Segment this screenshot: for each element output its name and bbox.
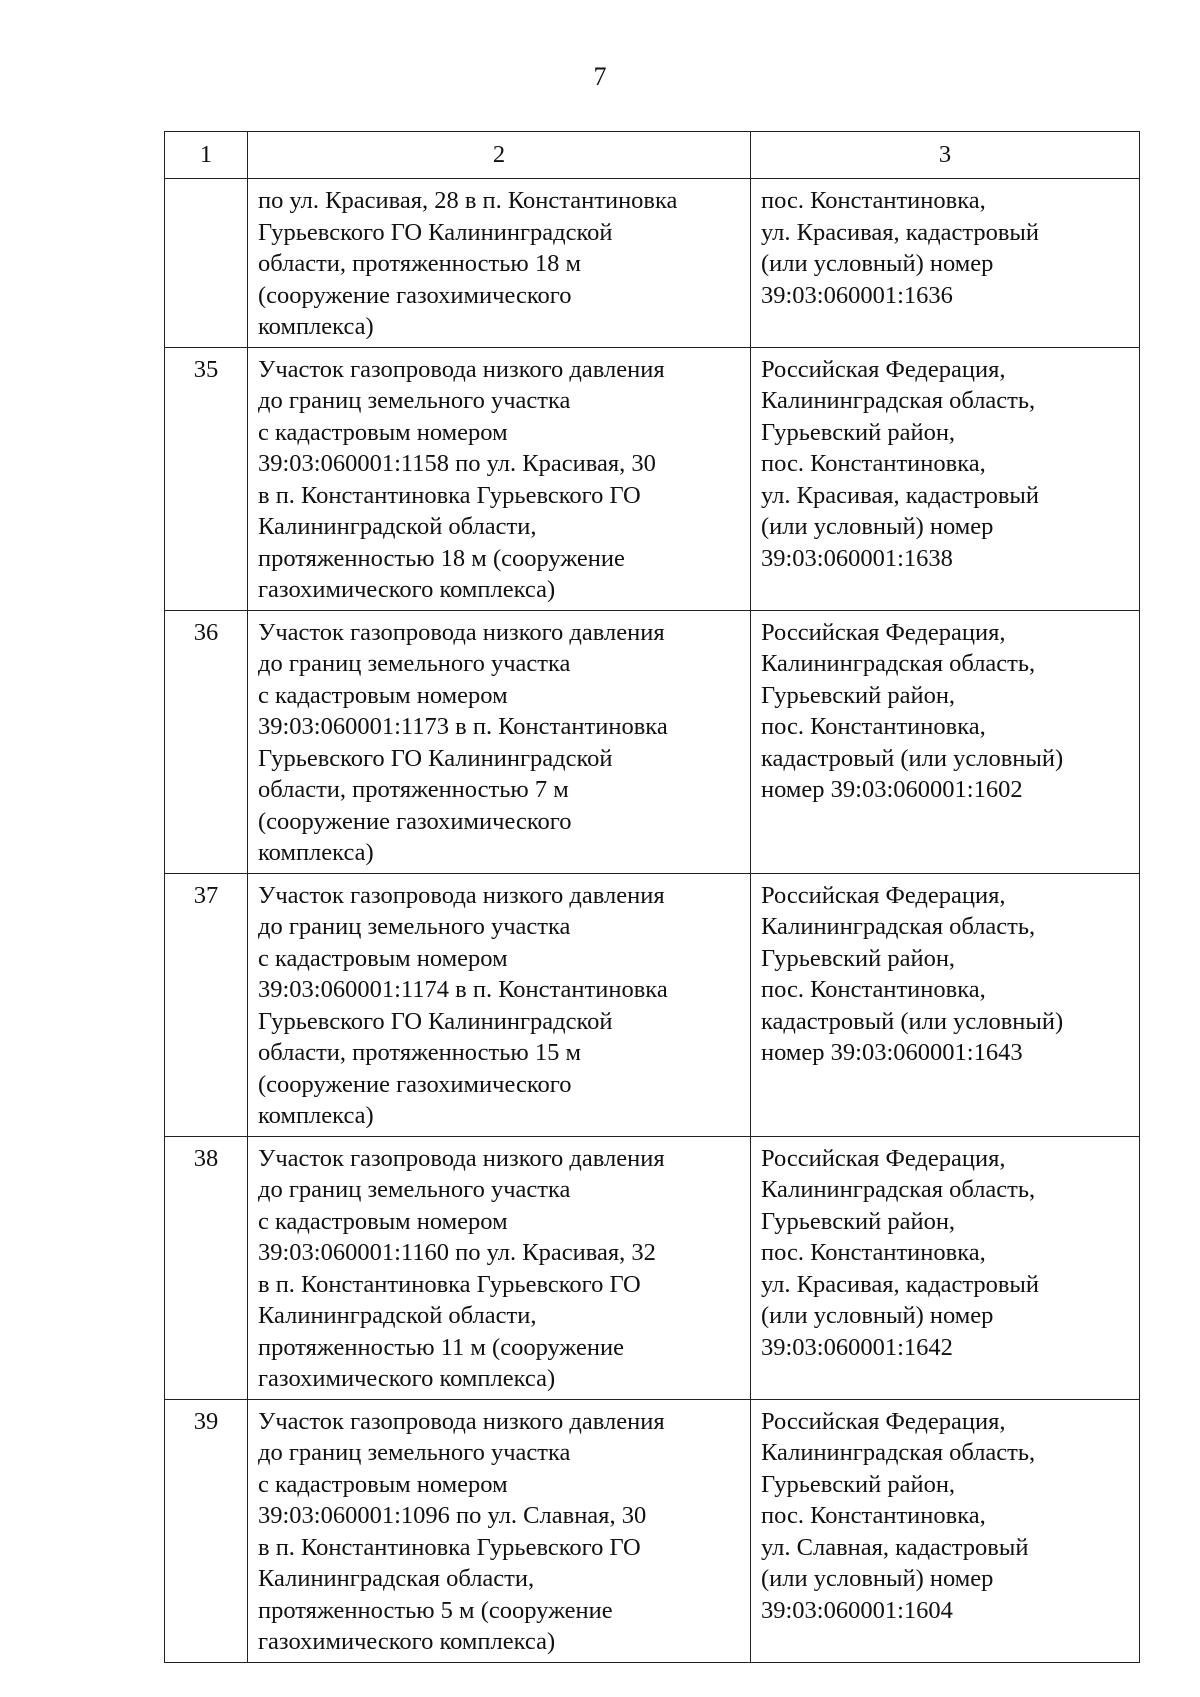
text-line: (сооружение газохимического — [258, 1070, 572, 1098]
text-line: Гурьевский район, — [761, 418, 956, 446]
text-line: области, протяженностью 18 м — [258, 250, 581, 277]
column-header-3: 3 — [751, 132, 1140, 179]
text-line: до границ земельного участка — [258, 1439, 571, 1466]
text-line: Калининградская область, — [761, 1439, 1036, 1466]
column-header-2: 2 — [248, 132, 751, 179]
object-description — [248, 179, 751, 348]
text-line: с кадастровым номером — [258, 681, 508, 709]
text-line: комплекса) — [258, 1102, 374, 1129]
text-line: с кадастровым номером — [258, 1470, 508, 1498]
text-line: протяженностью 11 м (сооружение — [258, 1333, 624, 1361]
object-description — [248, 873, 751, 1136]
text-line: Российская Федерация, — [761, 1144, 1006, 1172]
text-line: 39:03:060001:1158 по ул. Красивая, 30 — [258, 450, 656, 477]
text-line: газохимического комплекса) — [258, 576, 556, 603]
text-line: протяженностью 18 м (сооружение — [258, 544, 625, 572]
text-line: Калининградской области, — [258, 1302, 537, 1329]
text-line: в п. Константиновка Гурьевского ГО — [258, 1270, 641, 1298]
table-row — [165, 1136, 1140, 1399]
text-line: номер 39:03:060001:1602 — [761, 776, 1023, 803]
text-line: Гурьевского ГО Калининградской — [258, 744, 613, 772]
text-line: области, протяженностью 15 м — [258, 1039, 581, 1066]
text-line: (или условный) номер — [761, 1302, 994, 1329]
row-number: 37 — [165, 873, 248, 1136]
text-line: Участок газопровода низкого давления — [258, 1407, 665, 1435]
page-number: 7 — [593, 62, 607, 91]
text-line: пос. Константиновка, — [761, 1502, 986, 1529]
text-line: (сооружение газохимического — [258, 281, 572, 309]
object-description — [248, 1136, 751, 1399]
text-line: 39:03:060001:1604 — [761, 1596, 953, 1624]
text-line: пос. Константиновка, — [761, 450, 986, 477]
text-line: газохимического комплекса) — [258, 1365, 556, 1392]
text-line: пос. Константиновка, — [761, 713, 986, 740]
row-number: 39 — [165, 1399, 248, 1662]
text-line: Гурьевский район, — [761, 944, 956, 972]
text-line: Гурьевский район, — [761, 681, 956, 709]
text-line: с кадастровым номером — [258, 418, 508, 446]
text-line: кадастровый (или условный) — [761, 744, 1064, 772]
text-line: 39:03:060001:1642 — [761, 1333, 953, 1361]
text-line: номер 39:03:060001:1643 — [761, 1039, 1023, 1066]
text-line: области, протяженностью 7 м — [258, 776, 569, 803]
text-line: до границ земельного участка — [258, 1176, 571, 1203]
object-description — [248, 610, 751, 873]
text-line: Калининградская область, — [761, 1176, 1036, 1203]
text-line: в п. Константиновка Гурьевского ГО — [258, 481, 641, 509]
text-line: кадастровый (или условный) — [761, 1007, 1064, 1035]
text-line: (или условный) номер — [761, 250, 994, 277]
table-row — [165, 610, 1140, 873]
text-line: Калининградская области, — [258, 1565, 535, 1592]
text-line: протяженностью 5 м (сооружение — [258, 1596, 613, 1624]
text-line: Участок газопровода низкого давления — [258, 881, 665, 909]
text-line: ул. Красивая, кадастровый — [761, 218, 1040, 246]
text-line: 39:03:060001:1636 — [761, 281, 953, 309]
text-line: до границ земельного участка — [258, 650, 571, 677]
text-line: Российская Федерация, — [761, 881, 1006, 909]
text-line: комплекса) — [258, 839, 374, 866]
text-line: Калининградская область, — [761, 913, 1036, 940]
text-line: Российская Федерация, — [761, 1407, 1006, 1435]
text-line: газохимического комплекса) — [258, 1628, 556, 1655]
text-line: Российская Федерация, — [761, 618, 1006, 646]
row-number: 36 — [165, 610, 248, 873]
object-description — [248, 347, 751, 610]
object-location — [751, 610, 1140, 873]
text-line: (или условный) номер — [761, 513, 994, 540]
object-location — [751, 1136, 1140, 1399]
text-line: Гурьевский район, — [761, 1470, 956, 1498]
text-line: ул. Красивая, кадастровый — [761, 1270, 1040, 1298]
text-line: Гурьевского ГО Калининградской — [258, 1007, 613, 1035]
text-line: Калининградской области, — [258, 513, 537, 540]
text-line: с кадастровым номером — [258, 1207, 508, 1235]
text-line: Гурьевский район, — [761, 1207, 956, 1235]
table-row — [165, 179, 1140, 348]
text-line: пос. Константиновка, — [761, 976, 986, 1003]
text-line: Гурьевского ГО Калининградской — [258, 218, 613, 246]
text-line: 39:03:060001:1174 в п. Константиновка — [258, 976, 668, 1003]
text-line: Калининградская область, — [761, 387, 1036, 414]
text-line: 39:03:060001:1096 по ул. Славная, 30 — [258, 1502, 647, 1529]
text-line: до границ земельного участка — [258, 913, 571, 940]
table-header-row — [165, 132, 1140, 179]
table-row — [165, 873, 1140, 1136]
object-location — [751, 347, 1140, 610]
text-line: комплекса) — [258, 313, 374, 340]
text-line: Российская Федерация, — [761, 355, 1006, 383]
text-line: до границ земельного участка — [258, 387, 571, 414]
row-number: 38 — [165, 1136, 248, 1399]
column-header-1: 1 — [165, 132, 248, 179]
object-location — [751, 179, 1140, 348]
row-number — [165, 179, 248, 348]
text-line: Участок газопровода низкого давления — [258, 618, 665, 646]
document-table — [164, 131, 1140, 1663]
text-line: (или условный) номер — [761, 1565, 994, 1592]
text-line: в п. Константиновка Гурьевского ГО — [258, 1533, 641, 1561]
table-row — [165, 347, 1140, 610]
text-line: пос. Константиновка, — [761, 187, 986, 214]
row-number: 35 — [165, 347, 248, 610]
table-row — [165, 1399, 1140, 1662]
text-line: пос. Константиновка, — [761, 1239, 986, 1266]
text-line: 39:03:060001:1160 по ул. Красивая, 32 — [258, 1239, 656, 1266]
object-location — [751, 873, 1140, 1136]
text-line: ул. Красивая, кадастровый — [761, 481, 1040, 509]
text-line: по ул. Красивая, 28 в п. Константиновка — [258, 187, 678, 214]
text-line: (сооружение газохимического — [258, 807, 572, 835]
text-line: Калининградская область, — [761, 650, 1036, 677]
text-line: Участок газопровода низкого давления — [258, 355, 665, 383]
text-line: 39:03:060001:1173 в п. Константиновка — [258, 713, 668, 740]
object-location — [751, 1399, 1140, 1662]
text-line: 39:03:060001:1638 — [761, 544, 953, 572]
text-line: с кадастровым номером — [258, 944, 508, 972]
text-line: ул. Славная, кадастровый — [761, 1533, 1029, 1561]
object-description — [248, 1399, 751, 1662]
text-line: Участок газопровода низкого давления — [258, 1144, 665, 1172]
